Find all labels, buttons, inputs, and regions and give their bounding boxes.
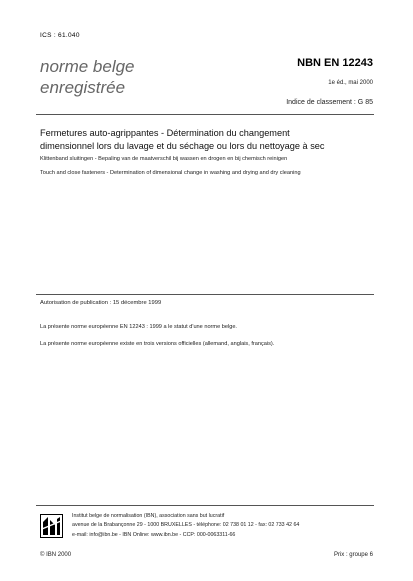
status-statement: La présente norme européenne EN 12243 : 1999 a le statut d'une norme belge. (40, 324, 237, 330)
title-english: Touch and close fasteners - Determination of dimensional change in washing and drying and dry cleaning (40, 170, 301, 176)
institute-line-2: avenue de la Brabançonne 29 - 1000 BRUXELLES - téléphone: 02 738 01 12 - fax: 02 733 42 64 (72, 522, 300, 529)
institute-info (72, 512, 299, 540)
title-french-line-1: Fermetures auto-agrippantes - Détermination du changement (40, 128, 290, 138)
title-dutch: Klittenband sluitingen - Bepaling van de maatverschil bij wassen en drogen en bij chemisch reinigen (40, 156, 288, 162)
edition-date: 1e éd., mai 2000 (328, 80, 373, 86)
copyright: © IBN 2000 (40, 552, 72, 558)
title-french (40, 127, 376, 152)
norme-line-2: enregistrée (40, 78, 126, 97)
middle-divider (36, 294, 374, 295)
title-french-line-2: dimensionnel lors du lavage et du séchage ou lors du nettoyage à sec (40, 140, 325, 151)
norme-belge-heading (40, 56, 135, 98)
ibn-logo-icon (40, 514, 63, 538)
ics-code: ICS : 61.040 (40, 32, 80, 39)
price-group: Prix : groupe 6 (333, 552, 373, 558)
standard-code: NBN EN 12243 (297, 57, 373, 69)
versions-statement: La présente norme européenne existe en trois versions officielles (allemand, anglais, français). (40, 341, 275, 347)
bottom-divider (36, 505, 374, 506)
institute-line-1: Institut belge de normalisation (IBN), association sans but lucratif (72, 513, 225, 519)
top-divider (36, 114, 374, 115)
institute-line-3: e-mail: info@ibn.be - IBN Online: www.ibn.be - CCP: 000-0063311-66 (72, 531, 236, 538)
publication-authorization: Autorisation de publication : 15 décembre 1999 (40, 300, 162, 306)
classification-index: Indice de classement : G 85 (286, 99, 373, 106)
norme-line-1: norme belge (40, 57, 135, 76)
